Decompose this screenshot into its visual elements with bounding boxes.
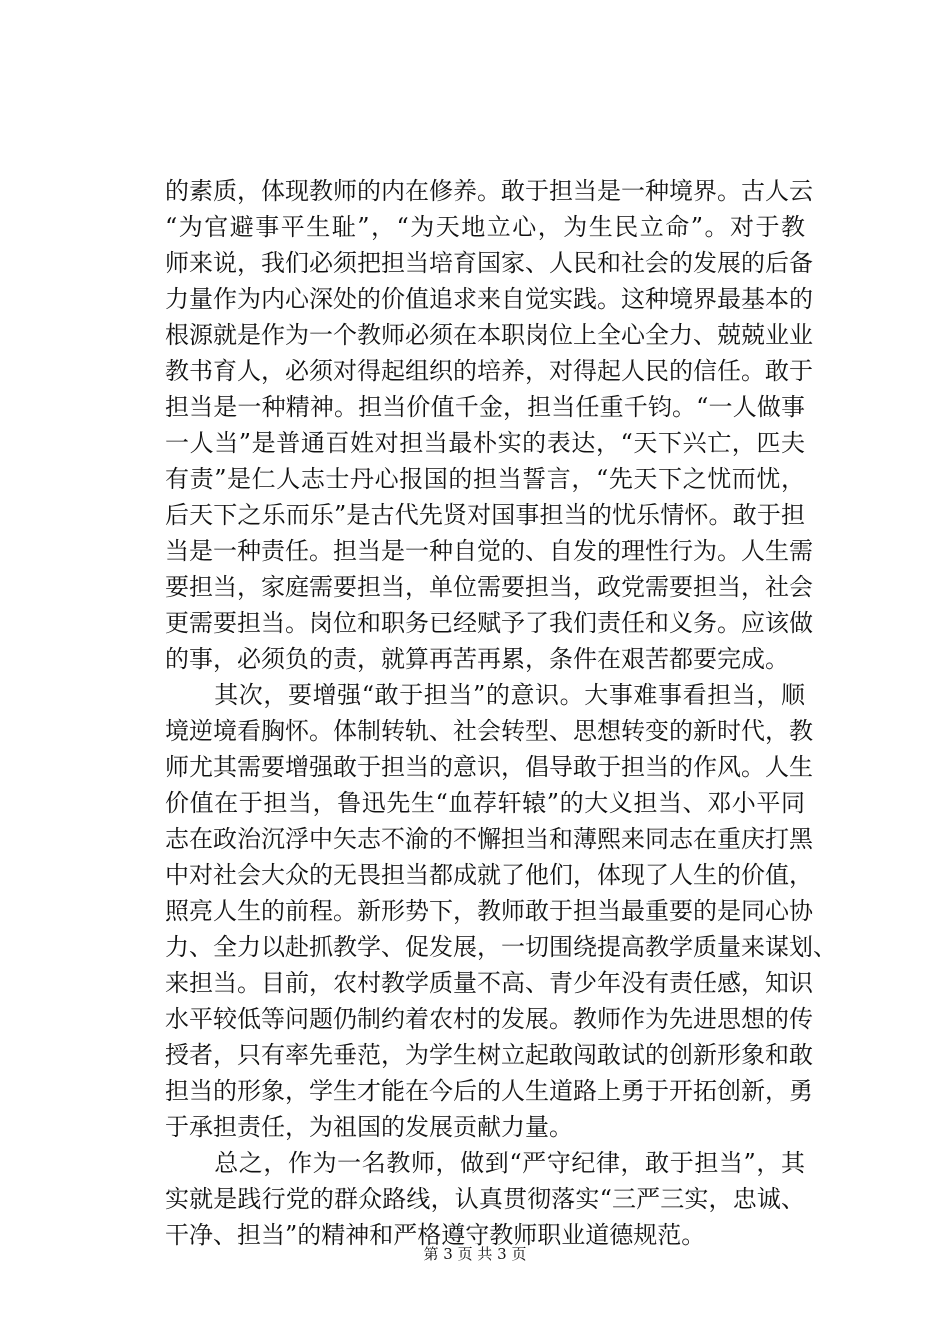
- text-line: 实就是践行党的群众路线，认真贯彻落实“三严三实，忠诚、: [165, 1185, 805, 1213]
- text-line: 干净、担当”的精神和严格遵守教师职业道德规范。: [165, 1221, 706, 1249]
- text-line: 志在政治沉浮中矢志不渝的不懈担当和薄熙来同志在重庆打黑: [165, 825, 813, 853]
- text-line: “为官避事平生耻”，“为天地立心，为生民立命”。对于教: [165, 213, 805, 241]
- text-line: 有责”是仁人志士丹心报国的担当誓言，“先天下之忧而忧，: [165, 465, 805, 493]
- text-line: 力量作为内心深处的价值追求来自觉实践。这种境界最基本的: [165, 285, 813, 313]
- text-line: 担当是一种精神。担当价值千金，担当任重千钧。“一人做事: [165, 393, 805, 421]
- text-line: 根源就是作为一个教师必须在本职岗位上全心全力、兢兢业业: [165, 321, 813, 349]
- text-line: 当是一种责任。担当是一种自觉的、自发的理性行为。人生需: [165, 537, 813, 565]
- text-line: 境逆境看胸怀。体制转轨、社会转型、思想转变的新时代，教: [165, 717, 813, 745]
- text-line: 后天下之乐而乐”是古代先贤对国事担当的忧乐情怀。敢于担: [165, 501, 805, 529]
- text-line: 要担当，家庭需要担当，单位需要担当，政党需要担当，社会: [165, 573, 813, 601]
- text-line: 于承担责任，为祖国的发展贡献力量。: [165, 1113, 573, 1141]
- text-line: 的事，必须负的责，就算再苦再累，条件在艰苦都要完成。: [165, 645, 789, 673]
- text-line: 价值在于担当，鲁迅先生“血荐轩辕”的大义担当、邓小平同: [165, 789, 805, 817]
- text-line: 担当的形象，学生才能在今后的人生道路上勇于开拓创新，勇: [165, 1077, 813, 1105]
- text-line: 更需要担当。岗位和职务已经赋予了我们责任和义务。应该做: [165, 609, 813, 637]
- text-line: 其次，要增强“敢于担当”的意识。大事难事看担当，顺: [165, 681, 805, 709]
- text-line: 师尤其需要增强敢于担当的意识，倡导敢于担当的作风。人生: [165, 753, 813, 781]
- document-body: [165, 173, 837, 1253]
- text-line: 总之，作为一名教师，做到“严守纪律，敢于担当”，其: [165, 1149, 805, 1177]
- text-line: 师来说，我们必须把担当培育国家、人民和社会的发展的后备: [165, 249, 813, 277]
- text-line: 力、全力以赴抓教学、促发展，一切围绕提高教学质量来谋划、: [165, 933, 837, 961]
- text-line: 水平较低等问题仍制约着农村的发展。教师作为先进思想的传: [165, 1005, 813, 1033]
- text-line: 来担当。目前，农村教学质量不高、青少年没有责任感，知识: [165, 969, 813, 997]
- text-line: 中对社会大众的无畏担当都成就了他们，体现了人生的价值，: [165, 861, 813, 889]
- text-line: 授者，只有率先垂范，为学生树立起敢闯敢试的创新形象和敢: [165, 1041, 813, 1069]
- text-line: 的素质，体现教师的内在修养。敢于担当是一种境界。古人云: [165, 177, 813, 205]
- text-line: 照亮人生的前程。新形势下，教师敢于担当最重要的是同心协: [165, 897, 813, 925]
- text-line: 一人当”是普通百姓对担当最朴实的表达，“天下兴亡，匹夫: [165, 429, 805, 457]
- page-footer: 第 3 页 共 3 页: [423, 1245, 527, 1263]
- text-line: 教书育人，必须对得起组织的培养，对得起人民的信任。敢于: [165, 357, 813, 385]
